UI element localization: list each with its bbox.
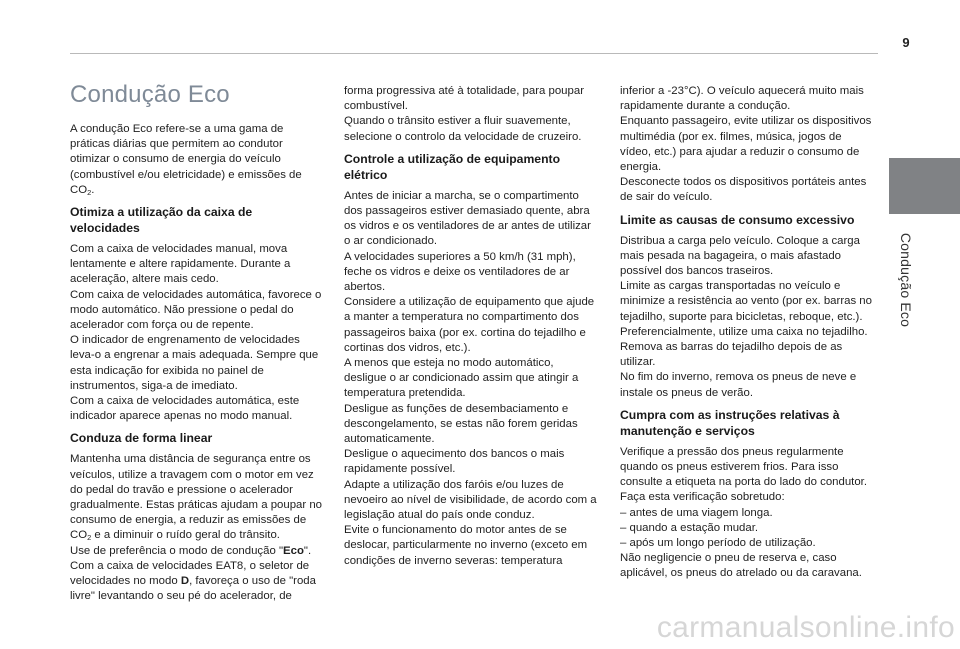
linear-driving-paragraph-4: Quando o trânsito estiver a fluir suavemente, selecione o controlo da velocidade de cruzeiro. [344,115,582,143]
maintenance-list [620,506,875,552]
header-divider [70,53,878,54]
section-heading-excess-consumption: Limite as causas de consumo excessivo [620,212,855,227]
page-title: Condução Eco [70,81,230,108]
list-item: – antes de uma viagem longa. [620,506,773,519]
linear-driving-paragraph-3-continued: forma progressiva até à totalidade, para poupar combustível. [344,85,584,113]
linear-driving-paragraph-3: Com a caixa de velocidades EAT8, o seletor de velocidades no modo D, favoreça o uso de "roda livre" levantando o seu pé do acelerador, de [70,559,316,603]
column-1 [70,80,325,604]
section-body-electrical: Antes de iniciar a marcha, se o compartimento dos passageiros estiver demasiado quente, abra os vidros e os ventiladores de ar antes de utilizar o ar condicionado. A velocidades superiores a 50 km/h (31 mph), feche os vidros e deixe os ventiladores de ar abertos. Considere a utilização de equipamento que ajude a manter a temperatura no compartimento dos passageiros baixa (por ex. cortina do tejadilho e cortinas dos vidros, etc.). A menos que esteja no modo automático, desligue o ar condicionado assim que atingir a temperatura pretendida. Desligue as funções de desembaciamento e descongelamento, se estas não forem geridas automaticamente. Desligue o aquecimento dos bancos o mais rapidamente possível. Adapte a utilização dos faróis e/ou luzes de nevoeiro ao nível de visibilidade, de acordo com a legislação atual do país onde conduz. Evite o funcionamento do motor antes de se deslocar, particularmente no inverno (exceto em condições de inverno severas: temperatura [344,189,597,567]
column-2 [344,84,599,575]
maintenance-paragraph-1: Verifique a pressão dos pneus regularmente quando os pneus estiverem frios. Para isso consulte a etiqueta na porta do lado do condutor. [620,445,867,489]
section-body-electrical-continued: inferior a -23°C). O veículo aquecerá muito mais rapidamente durante a condução. Enquanto passageiro, evite utilizar os dispositivos multimédia (por ex. filmes, música, jogos de vídeo, etc.) para ajudar a reduzir o consumo de energia. Desconecte todos os dispositivos portáteis antes de sair do veículo. [620,85,872,204]
chapter-tab-label-wrap [891,220,921,340]
maintenance-paragraph-2: Faça esta verificação sobretudo: [620,491,785,504]
maintenance-paragraph-3: Não negligencie o pneu de reserva e, caso aplicável, os pneus do atrelado ou da caravana. [620,552,862,580]
column-3 [620,84,875,588]
chapter-tab[interactable] [889,158,960,214]
linear-driving-paragraph-2: Use de preferência o modo de condução "Eco". [70,544,312,557]
section-heading-maintenance: Cumpra com as instruções relativas à manutenção e serviços [620,407,840,438]
section-heading-linear-driving: Conduza de forma linear [70,431,213,446]
list-item: – quando a estação mudar. [620,521,759,534]
page-number: 9 [902,35,910,50]
chapter-tab-label: Condução Eco [898,232,914,328]
intro-paragraph: A condução Eco refere-se a uma gama de práticas diárias que permitem ao condutor otimizar o consumo de energia do veículo (combustível e/ou eletricidade) e emissões de $CO_2$. [70,123,302,197]
section-body-gearbox: Com a caixa de velocidades manual, mova lentamente e altere rapidamente. Durante a aceleração, altere mais cedo. Com caixa de velocidades automática, favorece o modo automático. Não pressione o pedal do acelerador com força ou de repente. O indicador de engrenamento de velocidades leva-o a engrenar a mais adequada. Sempre que esta indicação for exibida no painel de instrumentos, siga-a de imediato. Com a caixa de velocidades automática, este indicador aparece apenas no modo manual. [70,243,322,423]
section-heading-electrical: Controle a utilização de equipamento elétrico [344,151,561,182]
section-body-excess-consumption: Distribua a carga pelo veículo. Coloque a carga mais pesada na bagageira, o mais afastado possível dos bancos traseiros. Limite as cargas transportadas no veículo e minimize a resistência ao vento (por ex. barras no tejadilho, suporte para bicicletas, reboque, etc.). Preferencialmente, utilize uma caixa no tejadilho. Remova as barras do tejadilho depois de as utilizar. No fim do inverno, remova os pneus de neve e instale os pneus de verão. [620,234,872,399]
watermark: carmanualsonline.info [656,611,955,644]
linear-driving-paragraph-1: Mantenha uma distância de segurança entre os veículos, utilize a travagem com o motor em vez do pedal do travão e pressione o acelerador gradualmente. Estas práticas ajudam a poupar no consumo de energia, a reduzir as emissões de $CO_2$ e a diminuir o ruído geral do trânsito. [70,453,323,543]
section-heading-gearbox: Otimiza a utilização da caixa de velocidades [70,205,253,236]
list-item: – após um longo período de utilização. [620,537,816,550]
